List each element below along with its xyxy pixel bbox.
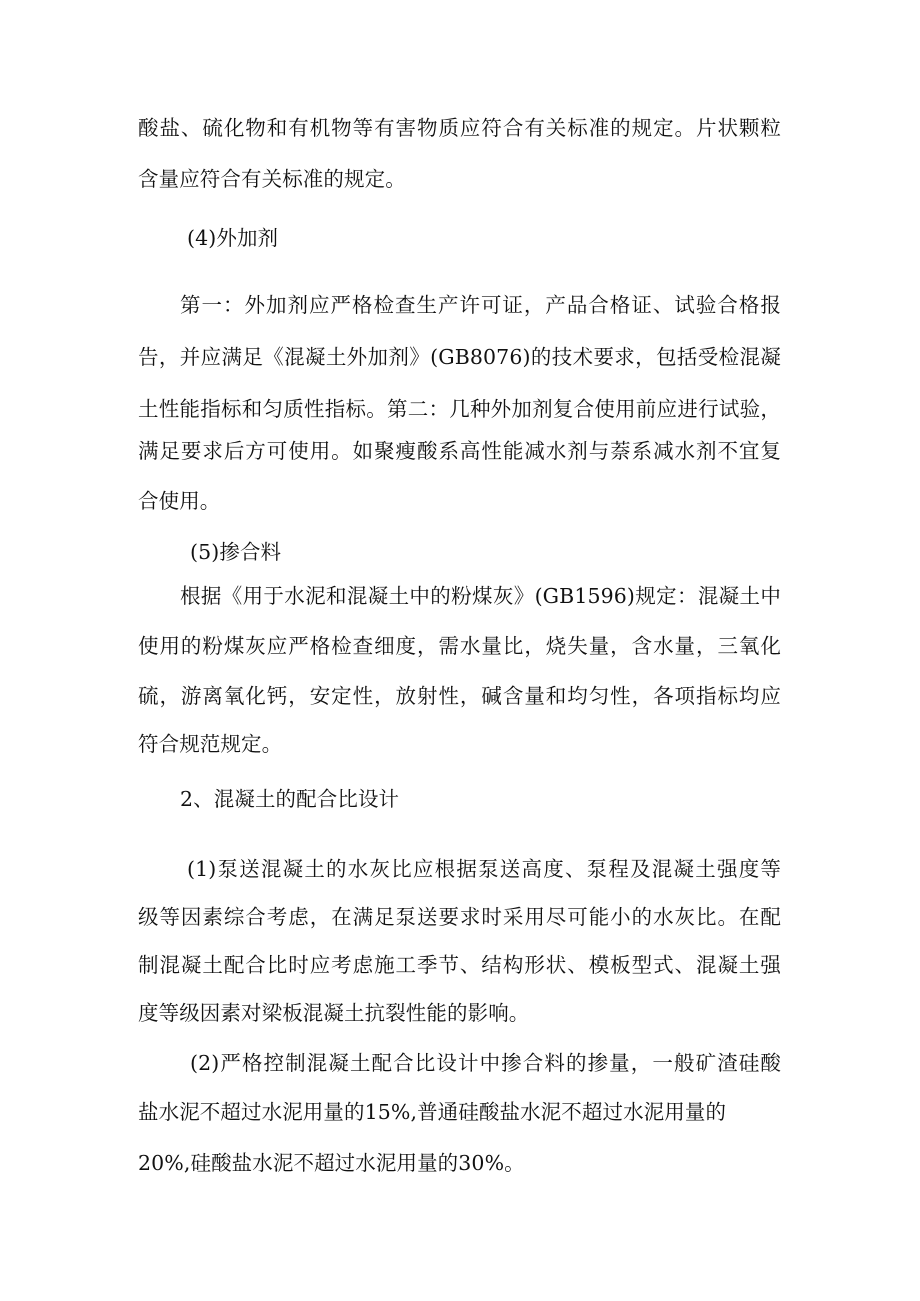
section-heading: (4)外加剂 bbox=[187, 226, 279, 250]
text-line: 含量应符合有关标准的规定。 bbox=[138, 167, 406, 191]
text-line: 根据《用于水泥和混凝土中的粉煤灰》(GB1596)规定：混凝土中 bbox=[180, 584, 781, 608]
text-line: 硫，游离氧化钙，安定性，放射性，碱含量和均匀性，各项指标均应 bbox=[138, 684, 781, 708]
text-line: 告，并应满足《混凝土外加剂》(GB8076)的技术要求，包括受检混凝 bbox=[138, 345, 781, 369]
text-line: 合使用。 bbox=[138, 489, 221, 513]
text-line: 盐水泥不超过水泥用量的15%,普通硅酸盐水泥不超过水泥用量的 bbox=[138, 1100, 727, 1124]
text-line: 20%,硅酸盐水泥不超过水泥用量的30%。 bbox=[138, 1151, 525, 1175]
text-line: 使用的粉煤灰应严格检查细度，需水量比，烧失量，含水量，三氧化 bbox=[138, 634, 781, 658]
text-line: 符合规范规定。 bbox=[138, 732, 283, 756]
text-line: (1)泵送混凝土的水灰比应根据泵送高度、泵程及混凝土强度等 bbox=[187, 857, 781, 881]
text-line: 级等因素综合考虑，在满足泵送要求时采用尽可能小的水灰比。在配 bbox=[138, 905, 781, 929]
text-line: 第一：外加剂应严格检查生产许可证，产品合格证、试验合格报 bbox=[180, 293, 781, 317]
text-line: 满足要求后方可使用。如聚瘦酸系高性能减水剂与萘系减水剂不宜复 bbox=[138, 439, 781, 463]
text-line: (2)严格控制混凝土配合比设计中掺合料的掺量，一般矿渣硅酸 bbox=[190, 1051, 781, 1075]
text-line: 度等级因素对梁板混凝土抗裂性能的影响。 bbox=[138, 1001, 530, 1025]
text-line: 制混凝土配合比时应考虑施工季节、结构形状、模板型式、混凝土强 bbox=[138, 953, 781, 977]
text-line: 土性能指标和匀质性指标。第二：几种外加剂复合使用前应进行试验， bbox=[138, 397, 781, 421]
section-heading: (5)掺合料 bbox=[190, 540, 282, 564]
text-line: 酸盐、硫化物和有机物等有害物质应符合有关标准的规定。片状颗粒 bbox=[138, 116, 781, 140]
section-heading: 2、混凝土的配合比设计 bbox=[180, 787, 400, 811]
